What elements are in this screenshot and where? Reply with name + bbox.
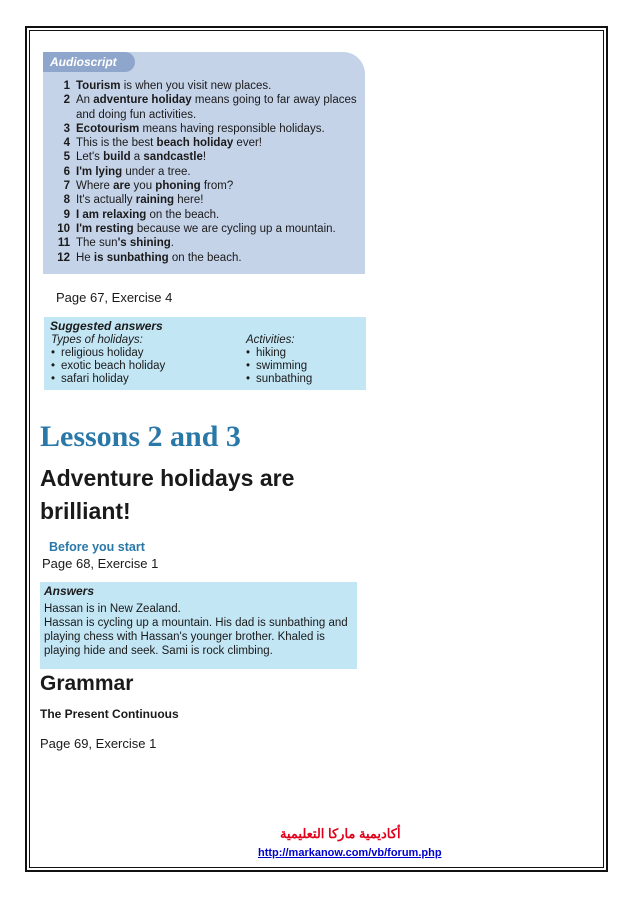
types-of-holidays-head: Types of holidays: — [51, 334, 143, 346]
audioscript-item — [53, 79, 359, 93]
audioscript-item-number: 10 — [57, 222, 70, 235]
audioscript-item — [53, 208, 359, 222]
activities-head: Activities: — [246, 334, 295, 346]
suggested-answers-box — [44, 317, 366, 390]
audioscript-item — [53, 193, 359, 207]
audioscript-item-number: 1 — [63, 80, 70, 92]
types-of-holidays-column — [51, 334, 165, 386]
page-ref-69: Page 69, Exercise 1 — [40, 736, 157, 751]
audioscript-box — [43, 52, 365, 274]
audioscript-item-text: The sun's shining. — [76, 237, 174, 250]
audioscript-item — [53, 165, 359, 179]
list-item: • swimming — [246, 360, 312, 373]
page-ref-68: Page 68, Exercise 1 — [42, 556, 159, 571]
audioscript-item — [53, 150, 359, 164]
list-item: • religious holiday — [51, 347, 165, 360]
audioscript-item-text: I'm lying under a tree. — [76, 165, 191, 178]
audioscript-item-text: Tourism is when you visit new places. — [76, 80, 272, 92]
answers-box — [40, 582, 357, 669]
lesson-title: Adventure holidays are brilliant! — [40, 465, 295, 524]
audioscript-item — [53, 179, 359, 193]
audioscript-item-text: An adventure holiday means going to far away places and doing fun activities. — [76, 94, 357, 121]
audioscript-tag: Audioscript — [43, 52, 135, 72]
audioscript-item-number: 2 — [63, 94, 70, 107]
lessons-heading: Lessons 2 and 3 — [40, 420, 241, 453]
audioscript-item — [53, 236, 359, 250]
list-item: • sunbathing — [246, 373, 312, 386]
audioscript-item — [53, 222, 359, 236]
audioscript-item-number: 7 — [63, 180, 70, 193]
audioscript-item — [53, 136, 359, 150]
audioscript-item-text: He is sunbathing on the beach. — [76, 251, 242, 264]
audioscript-item — [53, 251, 359, 265]
audioscript-item-text: Ecotourism means having responsible holidays. — [76, 122, 325, 135]
grammar-subheading: The Present Continuous — [40, 707, 179, 721]
answers-text — [44, 602, 354, 658]
page-ref-67: Page 67, Exercise 4 — [56, 290, 173, 305]
before-you-start-label: Before you start — [49, 540, 145, 554]
audioscript-item-number: 12 — [57, 251, 70, 264]
list-item: • hiking — [246, 347, 312, 360]
audioscript-item — [53, 122, 359, 136]
list-item: • exotic beach holiday — [51, 360, 165, 373]
audioscript-item-text: I'm resting because we are cycling up a mountain. — [76, 222, 336, 235]
audioscript-item-number: 3 — [63, 122, 70, 135]
audioscript-item — [53, 93, 359, 122]
answers-title: Answers — [44, 584, 95, 598]
audioscript-item-number: 5 — [63, 151, 70, 164]
footer-forum-link[interactable]: http://markanow.com/vb/forum.php — [258, 847, 442, 859]
types-of-holidays-list — [51, 347, 165, 386]
audioscript-item-text: It's actually raining here! — [76, 194, 204, 207]
audioscript-item-number: 6 — [63, 165, 70, 178]
audioscript-item-number: 11 — [57, 237, 70, 250]
audioscript-list — [53, 79, 359, 265]
grammar-heading: Grammar — [40, 672, 134, 695]
footer-academy-name: أكاديمية ماركا التعليمية — [280, 826, 401, 841]
audioscript-item-text: This is the best beach holiday ever! — [76, 137, 262, 150]
audioscript-item-number: 4 — [63, 137, 70, 150]
audioscript-item-text: Where are you phoning from? — [76, 180, 234, 193]
list-item: • safari holiday — [51, 373, 165, 386]
activities-list — [246, 347, 312, 386]
activities-column — [246, 334, 312, 386]
audioscript-item-number: 8 — [63, 194, 70, 207]
suggested-answers-title: Suggested answers — [50, 319, 163, 333]
audioscript-item-text: I am relaxing on the beach. — [76, 208, 220, 221]
answers-line-2: Hassan is cycling up a mountain. His dad is sunbathing and playing chess with Hassan's younger brother. Khaled is playing hide and seek. Sami is rock climbing. — [44, 617, 348, 657]
audioscript-item-text: Let's build a sandcastle! — [76, 151, 207, 164]
audioscript-item-number: 9 — [63, 208, 70, 221]
answers-line-1: Hassan is in New Zealand. — [44, 603, 181, 615]
